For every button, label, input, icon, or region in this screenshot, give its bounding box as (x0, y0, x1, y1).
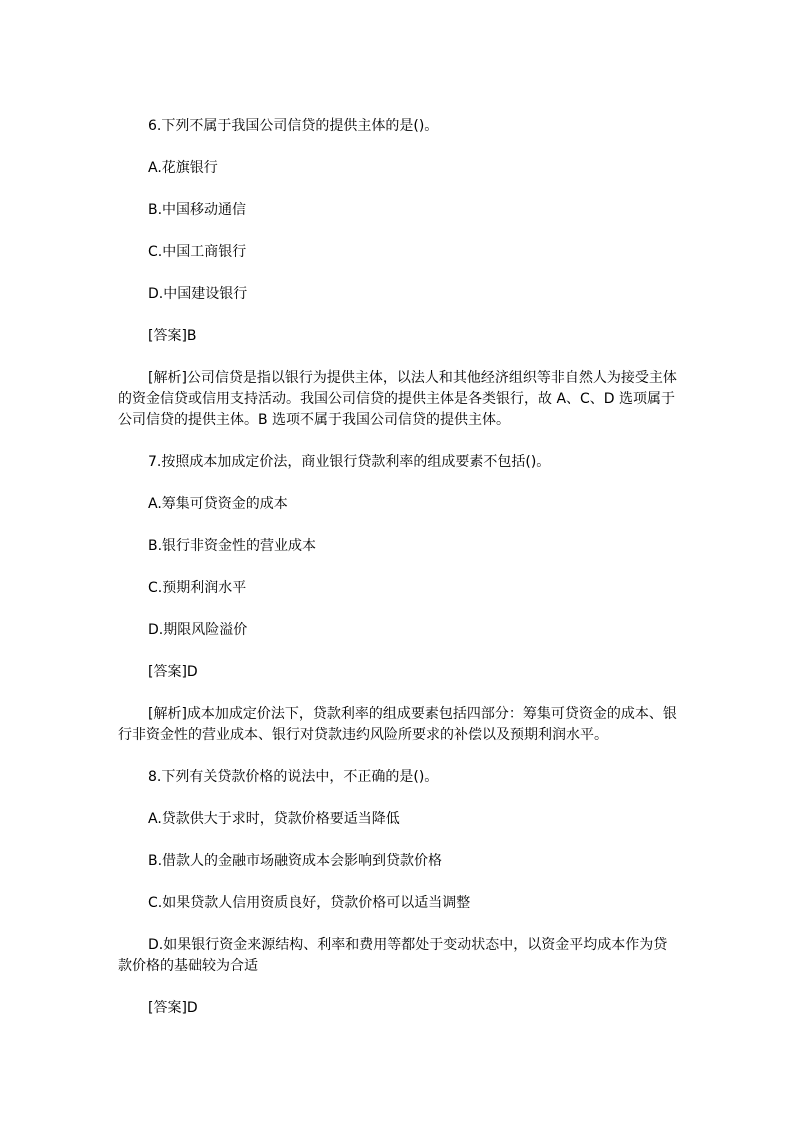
option-d: D.期限风险溢价 (148, 622, 248, 638)
option-c: C.中国工商银行 (148, 244, 247, 260)
question-7: 7.按照成本加成定价法，商业银行贷款利率的组成要素不包括()。 (148, 454, 551, 470)
option-d: D.如果银行资金来源结构、利率和费用等都处于变动状态中，以资金平均成本作为贷款价格的基础较为合适 (118, 937, 668, 974)
answer: [答案]D (148, 1000, 198, 1016)
explanation: [解析]公司信贷是指以银行为提供主体，以法人和其他经济组织等非自然人为接受主体的资金信贷或信用支持活动。我国公司信贷的提供主体是各类银行，故 A、C、D 选项属于公司信贷的提供主体。B 选项不属于我国公司信贷的提供主体。 (118, 370, 677, 428)
option-b: B.银行非资金性的营业成本 (148, 538, 317, 554)
question-6: 6.下列不属于我国公司信贷的提供主体的是()。 (148, 118, 439, 134)
option-a: A.花旗银行 (148, 160, 218, 176)
answer: [答案]B (148, 328, 197, 344)
answer: [答案]D (148, 664, 198, 680)
option-b: B.借款人的金融市场融资成本会影响到贷款价格 (148, 853, 443, 869)
option-b: B.中国移动通信 (148, 202, 247, 218)
option-a: A.筹集可贷资金的成本 (148, 496, 288, 512)
option-d: D.中国建设银行 (148, 286, 248, 302)
option-c: C.预期利润水平 (148, 580, 247, 596)
option-c: C.如果贷款人信用资质良好，贷款价格可以适当调整 (148, 895, 471, 911)
question-8: 8.下列有关贷款价格的说法中，不正确的是()。 (148, 769, 439, 785)
document-body (118, 116, 678, 1040)
explanation: [解析]成本加成定价法下，贷款利率的组成要素包括四部分：筹集可贷资金的成本、银行非资金性的营业成本、银行对贷款违约风险所要求的补偿以及预期利润水平。 (118, 706, 677, 743)
option-a: A.贷款供大于求时，贷款价格要适当降低 (148, 811, 400, 827)
